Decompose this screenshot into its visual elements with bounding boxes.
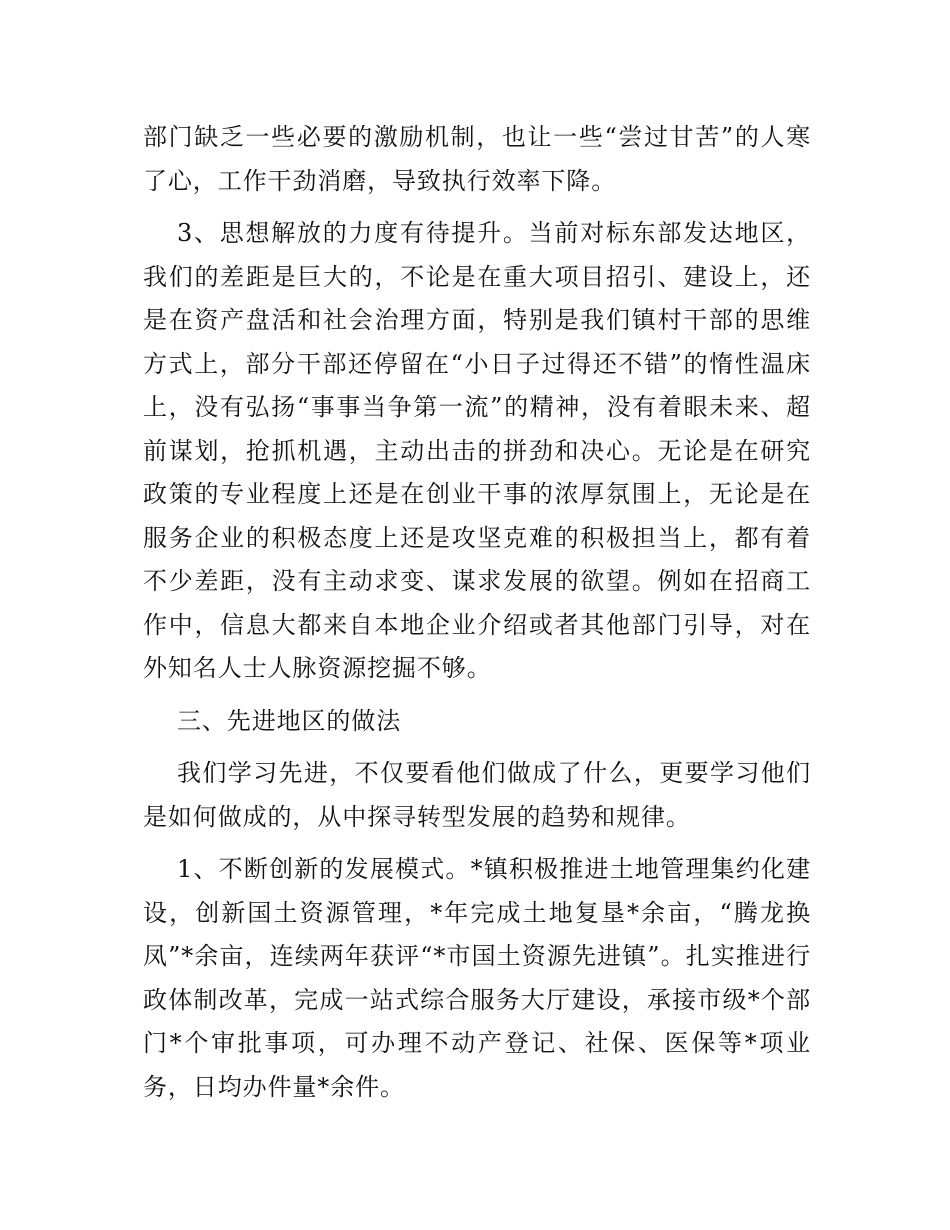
- section-heading: 三、先进地区的做法: [177, 706, 402, 735]
- paragraph-learning-intro: 我们学习先进，不仅要看他们做成了什么，更要学习他们是如何做成的，从中探寻转型发展的趋势和规律。: [143, 759, 811, 831]
- paragraph-continuation: 部门缺乏一些必要的激励机制，也让一些“尝过甘苦”的人寒了心，工作干劲消磨，导致执行效率下降。: [143, 123, 811, 195]
- paragraph-development-model: 1、不断创新的发展模式。*镇积极推进土地管理集约化建设，创新国土资源管理，*年完成土地复垦*余亩，“腾龙换凤”*余亩，连续两年获评“*市国土资源先进镇”。扎实推进行政体制改革，完成一站式综合服务大厅建设，承接市级*个部门*个审批事项，可办理不动产登记、社保、医保等*项业务，日均办件量*余件。: [143, 855, 811, 1101]
- paragraph-thought-liberation: 3、思想解放的力度有待提升。当前对标东部发达地区，我们的差距是巨大的，不论是在重大项目招引、建设上，还是在资产盘活和社会治理方面，特别是我们镇村干部的思维方式上，部分干部还停留在“小日子过得还不错”的惰性温床上，没有弘扬“事事当争第一流”的精神，没有着眼未来、超前谋划，抢抓机遇，主动出击的拼劲和决心。无论是在研究政策的专业程度上还是在创业干事的浓厚氛围上，无论是在服务企业的积极态度上还是攻坚克难的积极担当上，都有着不少差距，没有主动求变、谋求发展的欲望。例如在招商工作中，信息大都来自本地企业介绍或者其他部门引导，对在外知名人士人脉资源挖掘不够。: [143, 219, 811, 682]
- document-body: [143, 116, 811, 1118]
